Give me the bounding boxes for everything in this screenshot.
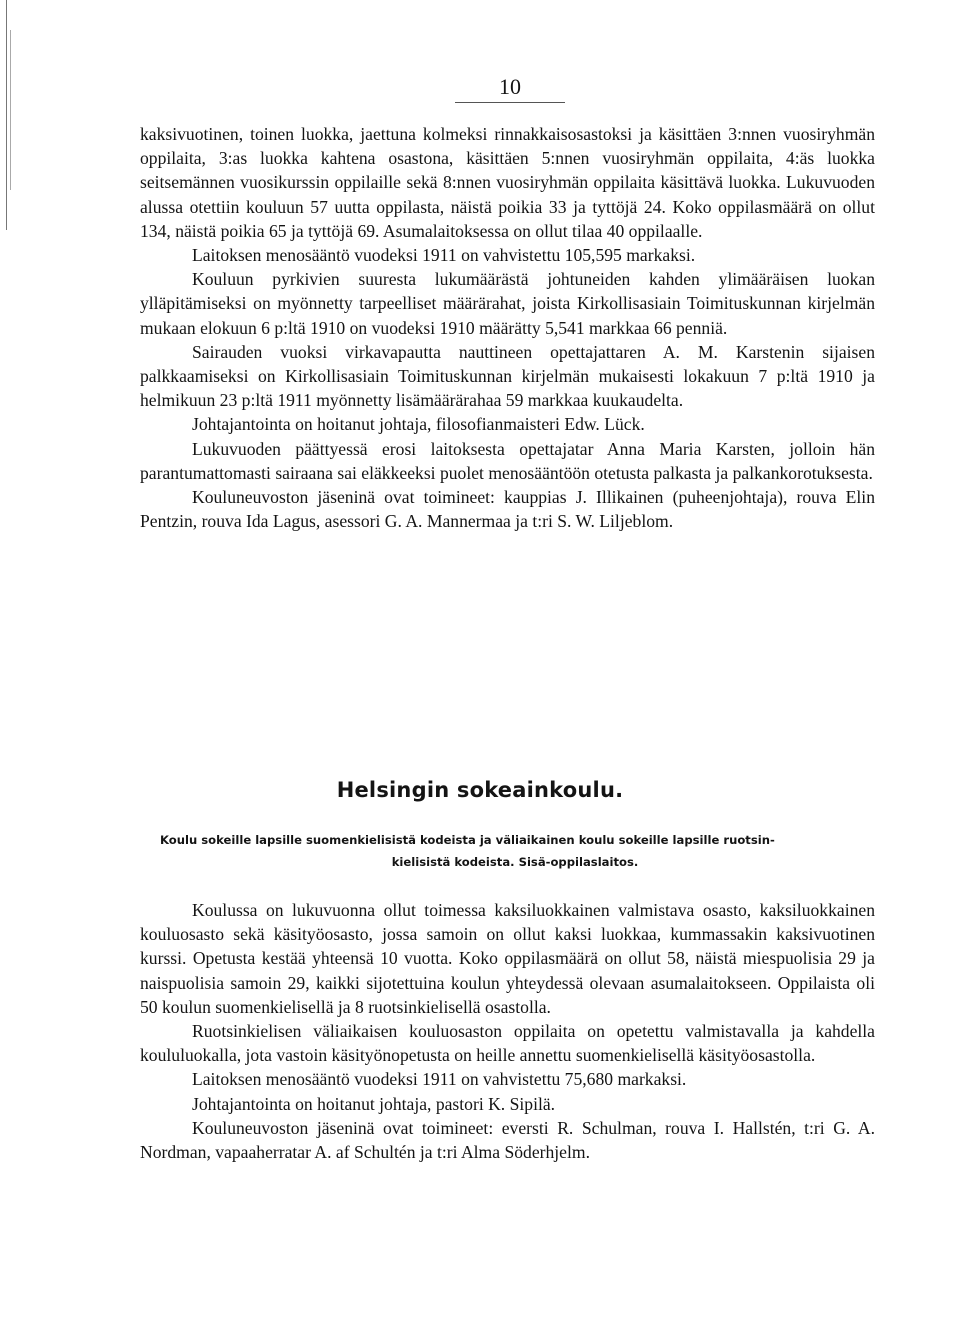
section-subtitle-line-1: Koulu sokeille lapsille suomenkielisistä kodeista ja väliaikainen koulu sokeille lapsille ruotsin- xyxy=(160,833,775,847)
text-block-top xyxy=(140,122,875,533)
paragraph: Kouluun pyrkivien suuresta lukumäärästä johtuneiden kahden ylimääräisen luokan ylläpitämiseksi on myönnetty tarpeelliset määrärahat, joista Kirkollisasiain Toimituskunnan kirjelmän mukaan elokuun 6 p:ltä 1910 on vuodeksi 1910 määrätty 5,541 markkaa 66 penniä. xyxy=(140,269,875,338)
paragraph: Kouluneuvoston jäseninä ovat toimineet: eversti R. Schulman, rouva I. Hallstén, t:ri G. A. Nordman, vapaaherratar A. af Schultén ja t:ri Alma Söderhjelm. xyxy=(140,1117,875,1163)
paragraph: Sairauden vuoksi virkavapautta nauttineen opettajattaren A. M. Karstenin sijaisen palkkaamiseksi on Kirkollisasiain Toimituskunnan kirjelmän mukaisesti lokakuun 7 p:ltä 1910 ja helmikuun 23 p:ltä 1911 myönnetty lisämäärärahaa 59 markkaa kuukaudelta. xyxy=(140,341,875,411)
paragraph: Ruotsinkielisen väliaikaisen kouluosaston oppilaita on opetettu valmistavalla ja kahdella koululuokalla, jota vastoin käsityönopetusta on heille annettu suomenkielisellä käsityöosastolla. xyxy=(140,1021,875,1066)
paragraph: Koulussa on lukuvuonna ollut toimessa kaksiluokkainen valmistava osasto, kaksiluokkainen kouluosasto sekä käsityöosasto, jossa samoin on ollut kaksi luokkaa, kummassakin kaksivuotinen kurssi. Opetusta kestää yhteensä 10 vuotta. Koko oppilasmäärä on ollut 58, näistä miespuolisia 29 ja naispuolisia samoin 29, kaikki sijotettuina koulun yhteydessä olevaan asumalaitokseen. Oppilaista oli 50 koulun suomenkielisellä ja 8 ruotsinkielisellä osastolla. xyxy=(140,900,875,1017)
paragraph: Laitoksen menosääntö vuodeksi 1911 on vahvistettu 105,595 markaksi. xyxy=(192,245,696,266)
section-subtitle-line-2: kielisistä kodeista. Sisä-oppilaslaitos. xyxy=(391,855,639,869)
section-subtitle xyxy=(160,829,890,873)
text-block-bottom xyxy=(140,898,875,1164)
section-title: Helsingin sokeainkoulu. xyxy=(336,778,624,802)
paragraph: Johtajantointa on hoitanut johtaja, filosofianmaisteri Edw. Lück. xyxy=(192,414,645,435)
paragraph: Lukuvuoden päättyessä erosi laitoksesta opettajatar Anna Maria Karsten, jolloin hän parantumattomasti sairaana sai eläkkeeksi puolet menosääntöön otetusta palkasta ja palkankorotuksesta. xyxy=(140,438,875,483)
page-number: 10 xyxy=(455,74,565,103)
paragraph: Johtajantointa on hoitanut johtaja, pastori K. Sipilä. xyxy=(192,1093,556,1114)
scan-edge-line xyxy=(6,0,7,230)
paragraph: Laitoksen menosääntö vuodeksi 1911 on vahvistettu 75,680 markaksi. xyxy=(192,1069,687,1090)
paragraph: Kouluneuvoston jäseninä ovat toimineet: kauppias J. Illikainen (puheenjohtaja), rouva Elin Pentzin, rouva Ida Lagus, asessori G. A. Mannermaa ja t:ri S. W. Liljeblom. xyxy=(140,487,875,532)
scan-edge-line-inner xyxy=(10,30,11,190)
paragraph: kaksivuotinen, toinen luokka, jaettuna kolmeksi rinnakkaisosastoksi ja käsittäen 3:nnen vuosiryhmän oppilaita, 3:as luokka kahtena osastona, käsittäen 5:nnen vuosiryhmän oppilaita, 4:äs luokka seitsemännen vuosikurssin oppilaille sekä 8:nnen vuosiryhmän oppilaita käsittävä luokka. Lukuvuoden alussa otettiin kouluun 57 uutta oppilasta, näistä poikia 33 ja tyttöjä 24. Koko oppilasmäärä on ollut 134, näistä poikia 65 ja tyttöjä 69. Asumalaitoksessa on ollut tilaa 40 oppilaalle. xyxy=(140,124,875,241)
